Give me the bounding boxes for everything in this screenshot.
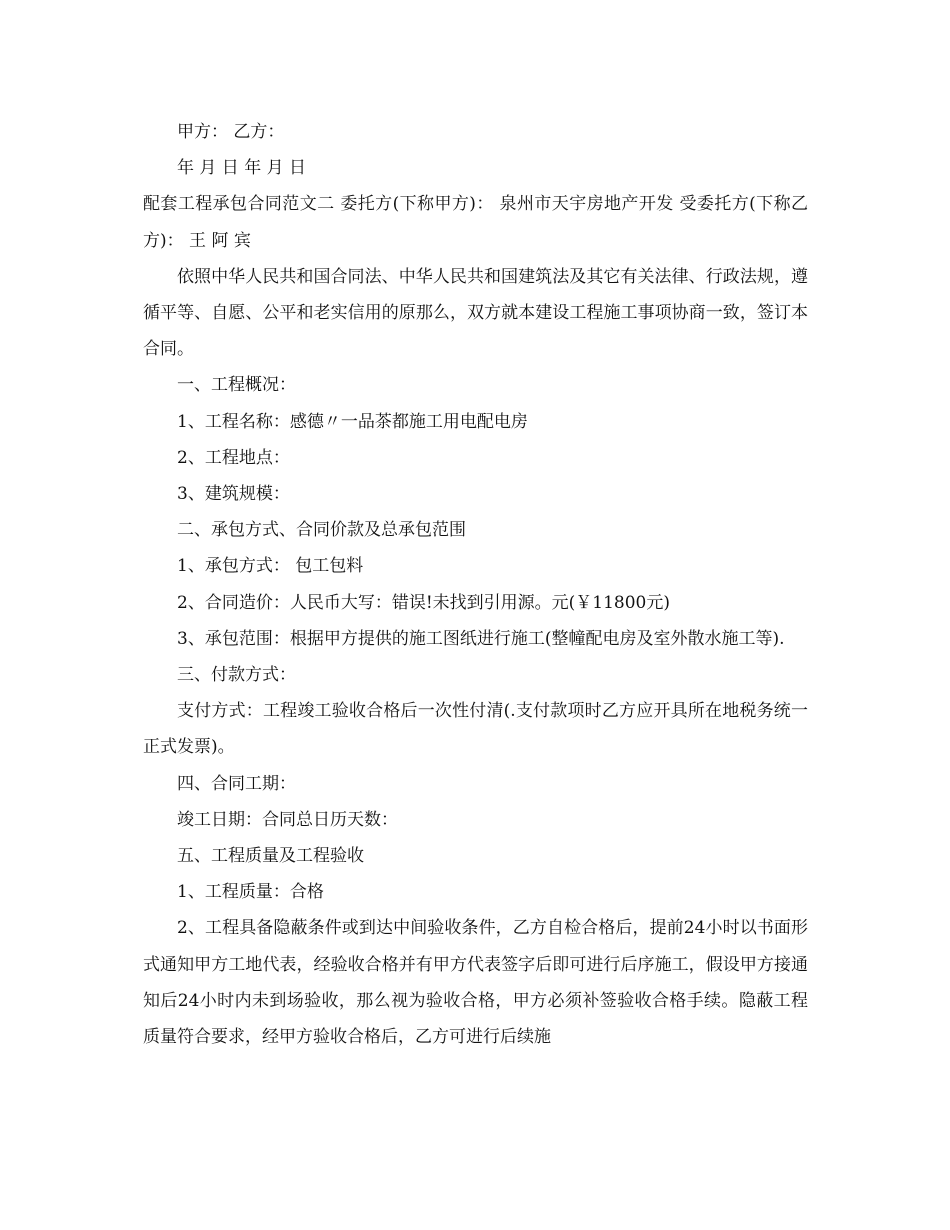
preamble-paragraph: 依照中华人民共和国合同法、中华人民共和国建筑法及其它有关法律、行政法规，遵循平等、自愿、公平和老实信用的原那么，双方就本建设工程施工事项协商一致，签订本合同。	[143, 266, 808, 360]
contract-method-item: 1、承包方式： 包工包料	[177, 556, 364, 577]
project-name-item: 1、工程名称：感德〃一品茶都施工用电配电房	[177, 411, 528, 432]
document-body	[143, 114, 808, 1055]
building-scale-item: 3、建筑规模：	[177, 484, 290, 505]
section-heading-project-overview: 一、工程概况：	[177, 375, 296, 396]
project-location-item: 2、工程地点：	[177, 447, 290, 468]
quality-standard-item: 1、工程质量：合格	[177, 882, 324, 903]
date-line: 年 月 日 年 月 日	[177, 158, 307, 179]
completion-date-paragraph: 竣工日期：合同总日历天数：	[177, 809, 398, 830]
concealed-works-item: 2、工程具备隐蔽条件或到达中间验收条件，乙方自检合格后，提前24小时以书面形式通知甲方工地代表，经验收合格并有甲方代表签字后即可进行后序施工，假设甲方接通知后24小时内未到场验收，那么视为验收合格，甲方必须补签验收合格手续。隐蔽工程质量符合要求，经甲方验收合格后，乙方可进行后续施	[143, 918, 808, 1048]
contract-price-item: 2、合同造价：人民币大写：错误!未找到引用源。元(￥11800元)	[177, 592, 670, 613]
section-heading-schedule: 四、合同工期：	[177, 773, 296, 794]
contract-title-line: 配套工程承包合同范文二 委托方(下称甲方)： 泉州市天宇房地产开发 受委托方(下称乙方)： 王 阿 宾	[143, 194, 808, 251]
payment-method-paragraph: 支付方式：工程竣工验收合格后一次性付清(.支付款项时乙方应开具所在地税务统一正式发票)。	[143, 701, 808, 758]
party-line: 甲方： 乙方：	[177, 122, 285, 142]
section-heading-contract-terms: 二、承包方式、合同价款及总承包范围	[177, 520, 466, 541]
section-heading-quality: 五、工程质量及工程验收	[177, 846, 364, 867]
contract-scope-item: 3、承包范围：根据甲方提供的施工图纸进行施工(整幢配电房及室外散水施工等).	[177, 628, 785, 649]
section-heading-payment: 三、付款方式：	[177, 665, 296, 686]
